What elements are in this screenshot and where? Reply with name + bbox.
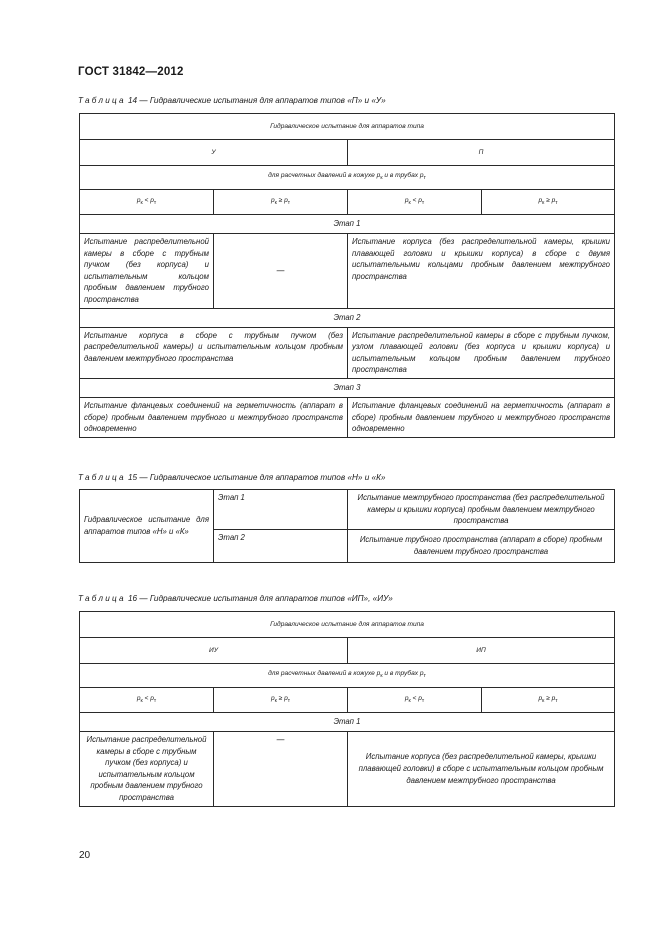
table14-s2-u: Испытание корпуса в сборе с трубным пучком (без распределительной камеры) и испытательным кольцом пробным давлением межтрубного пространства: [80, 327, 348, 378]
table16-stage1-row: [80, 713, 615, 732]
table16-type-ip: ИП: [348, 638, 615, 664]
table16-cond-1: $p_к < p_т$: [80, 688, 214, 713]
table14-pressure-row: [80, 166, 615, 190]
table14-type-row: [80, 140, 615, 166]
table14-stage1: Этап 1: [80, 215, 615, 234]
table14-pressure-header: для расчетных давлений в кожухе $p_к$ и в трубах $p_т$: [80, 166, 615, 190]
table14-stage1-row: [80, 215, 615, 234]
table15-caption-label: Таблица: [78, 473, 126, 482]
table16-main-header: Гидравлическое испытание для аппаратов типа: [80, 612, 615, 638]
table16-caption-text: 16 — Гидравлические испытания для аппаратов типов «ИП», «ИУ»: [125, 594, 393, 603]
table15-stage2: Этап 2: [214, 529, 348, 562]
table14-stage1-content: [80, 234, 615, 309]
table15-row-1: [80, 490, 615, 530]
table16-type-row: [80, 638, 615, 664]
table14-cond-4: $p_к \ge p_т$: [482, 190, 615, 215]
table14-main-header: Гидравлическое испытание для аппаратов типа: [80, 114, 615, 140]
table14-s1-dash: —: [214, 234, 348, 309]
table16-stage1-content: [80, 732, 615, 807]
table16-caption-label: Таблица: [78, 594, 126, 603]
table16-s1-dash: —: [214, 732, 348, 807]
table16-caption: [78, 594, 393, 603]
table14-caption: [78, 96, 386, 105]
document-header: ГОСТ 31842—2012: [78, 66, 184, 78]
table16-pressure-row: [80, 664, 615, 688]
table14-cond-1: $p_к < p_т$: [80, 190, 214, 215]
table14-s3-p: Испытание фланцевых соединений на герметичность (аппарат в сборе) пробным давлением трубного и межтрубного пространств одновременно: [348, 397, 615, 437]
table14-s2-p: Испытание распределительной камеры в сборе с трубным пучком, узлом плавающей головки (без корпуса и крышки корпуса) и испытательным кольцом пробным давлением трубного пространства: [348, 327, 615, 378]
table14-s1-p: Испытание корпуса (без распределительной камеры, крышки плавающей головки и крышки корпуса) в сборе с двумя испытательными кольцами пробным давлением межтрубного пространства: [348, 234, 615, 309]
table16-cond-4: $p_к \ge p_т$: [482, 688, 615, 713]
table16-cond-2: $p_к \ge p_т$: [214, 688, 348, 713]
table14-stage2: Этап 2: [80, 308, 615, 327]
table15-left: Гидравлическое испытание для аппаратов типов «Н» и «К»: [80, 490, 214, 563]
table16-cond-3: $p_к < p_т$: [348, 688, 482, 713]
table14-type-p: П: [348, 140, 615, 166]
table14-stage3: Этап 3: [80, 378, 615, 397]
table14-s3-u: Испытание фланцевых соединений на герметичность (аппарат в сборе) пробным давлением трубного и межтрубного пространств одновременно: [80, 397, 348, 437]
table14-type-u: У: [80, 140, 348, 166]
table14-stage3-content: [80, 397, 615, 437]
table15-stage2-text: Испытание трубного пространства (аппарат в сборе) пробным давлением трубного пространства: [348, 529, 615, 562]
table14-s1-u: Испытание распределительной камеры в сборе с трубным пучком (без корпуса) и испытательным кольцом пробным давлением трубного пространства: [80, 234, 214, 309]
table15-caption-text: 15 — Гидравлическое испытание для аппаратов типов «Н» и «К»: [125, 473, 386, 482]
table16-pressure-header: для расчетных давлений в кожухе $p_к$ и в трубах $p_т$: [80, 664, 615, 688]
table14-stage3-row: [80, 378, 615, 397]
table15-stage1-text: Испытание межтрубного пространства (без распределительной камеры и крышки корпуса) пробным давлением межтрубного пространства: [348, 490, 615, 530]
table14-caption-text: 14 — Гидравлические испытания для аппаратов типов «П» и «У»: [125, 96, 386, 105]
table14-cond-3: $p_к < p_т$: [348, 190, 482, 215]
page-number: 20: [79, 850, 91, 861]
table16-header-row: [80, 612, 615, 638]
table16-condition-row: [80, 688, 615, 713]
table14: [79, 113, 615, 438]
table14-stage2-content: [80, 327, 615, 378]
table16-s1-iu: Испытание распределительной камеры в сборе с трубным пучком (без корпуса) и испытательным кольцом пробным давлением трубного пространства: [80, 732, 214, 807]
table16: [79, 611, 615, 807]
table14-header-row: [80, 114, 615, 140]
table16-type-iu: ИУ: [80, 638, 348, 664]
table14-stage2-row: [80, 308, 615, 327]
table14-caption-label: Таблица: [78, 96, 126, 105]
table14-condition-row: [80, 190, 615, 215]
table14-cond-2: $p_к \ge p_т$: [214, 190, 348, 215]
table15-stage1: Этап 1: [214, 490, 348, 530]
table15-caption: [78, 473, 385, 482]
table16-s1-ip: Испытание корпуса (без распределительной камеры, крышки плавающей головки) в сборе с испытательным кольцом пробным давлением межтрубного пространства: [348, 732, 615, 807]
table16-stage1: Этап 1: [80, 713, 615, 732]
table15: [79, 489, 615, 563]
